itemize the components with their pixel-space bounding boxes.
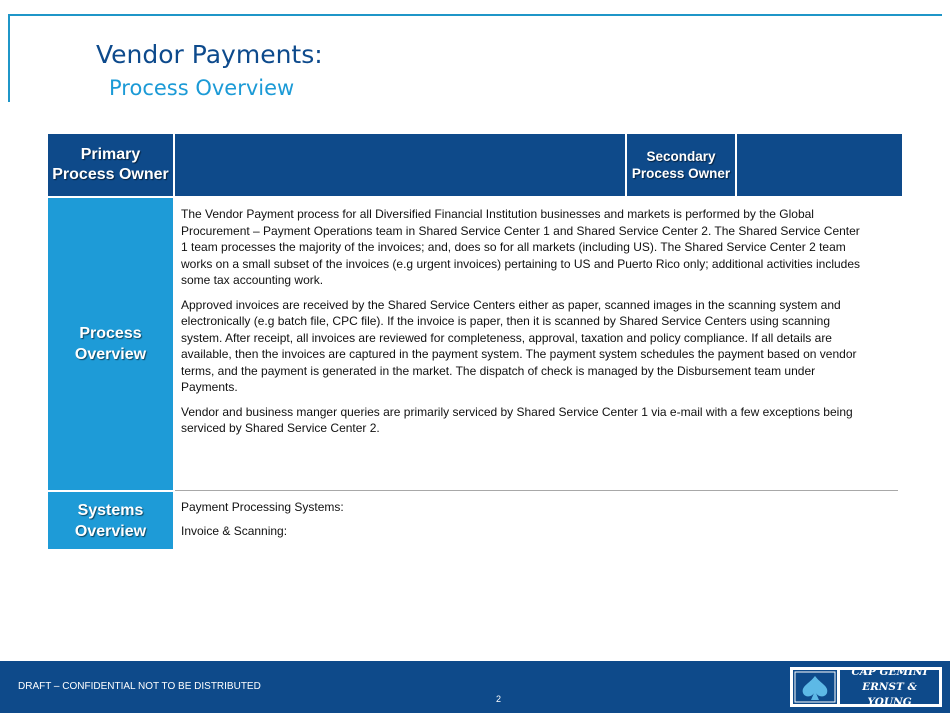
primary-process-owner-label — [48, 134, 173, 196]
secondary-process-owner-value — [737, 134, 902, 196]
row-divider — [175, 490, 898, 491]
process-paragraph: The Vendor Payment process for all Diversified Financial Institution businesses and markets is performed by the Global Procurement – Payment Operations team in Shared Service Center 1 and Shared Service Center 2. The Shared Service Center 1 team processes the majority of the invoices; and, does so for all markets (including US). The Shared Service Center 2 team works on a small subset of the invoices (e.g urgent invoices) pertaining to US and Puerto Rico only; additional activities includes some tax accounting work. — [181, 207, 861, 287]
process-overview-text — [181, 206, 866, 445]
systems-item: Invoice & Scanning: — [181, 523, 288, 538]
spade-emblem-icon — [793, 670, 837, 704]
systems-overview-label — [48, 492, 173, 549]
logo-wordmark — [840, 665, 939, 708]
secondary-owner-label-line1: Secondary — [646, 149, 716, 164]
primary-owner-label-line1: Primary — [80, 146, 141, 163]
slide-title: Vendor Payments: — [96, 40, 323, 69]
process-paragraph: Approved invoices are received by the Shared Service Centers either as paper, scanned images in the scanning system and electronically (e.g batch file, CPC file). If the invoice is paper, then it is scanned by Shared Service Centers using scanning system. After receipt, all invoices are reviewed for completeness, approval, taxation and policy compliance. If all details are available, then the invoices are captured in the payment system. The payment system schedules the payment based on vendor terms, and the payment is generated in the market. The dispatch of check is managed by the Disbursement team under Payments. — [181, 297, 857, 394]
process-label-line2: Overview — [74, 346, 147, 363]
systems-label-line1: Systems — [77, 501, 144, 519]
process-paragraph: Vendor and business manger queries are primarily serviced by Shared Service Center 1 via e-mail with a few exceptions being serviced by Shared Service Center 2. — [181, 404, 853, 435]
logo-line1: CAP GEMINI — [851, 665, 928, 678]
process-overview-label — [48, 198, 173, 490]
systems-overview-text — [181, 499, 781, 546]
logo-line2: ERNST & YOUNG — [862, 680, 917, 708]
confidential-note: DRAFT – CONFIDENTIAL NOT TO BE DISTRIBUTED — [18, 681, 261, 692]
spade-icon — [793, 670, 837, 704]
company-logo — [790, 667, 942, 707]
secondary-owner-label-line2: Process Owner — [631, 166, 731, 181]
systems-item: Payment Processing Systems: — [181, 500, 344, 514]
process-label-line1: Process — [79, 325, 142, 342]
primary-owner-label-line2: Process Owner — [52, 166, 169, 183]
slide-frame-top-line — [8, 14, 942, 16]
slide-frame-left-line — [8, 14, 10, 102]
primary-process-owner-value — [175, 134, 625, 196]
secondary-process-owner-label — [627, 134, 735, 196]
page-number: 2 — [496, 694, 502, 704]
systems-label-line2: Overview — [74, 522, 147, 540]
slide-subtitle: Process Overview — [109, 76, 295, 100]
